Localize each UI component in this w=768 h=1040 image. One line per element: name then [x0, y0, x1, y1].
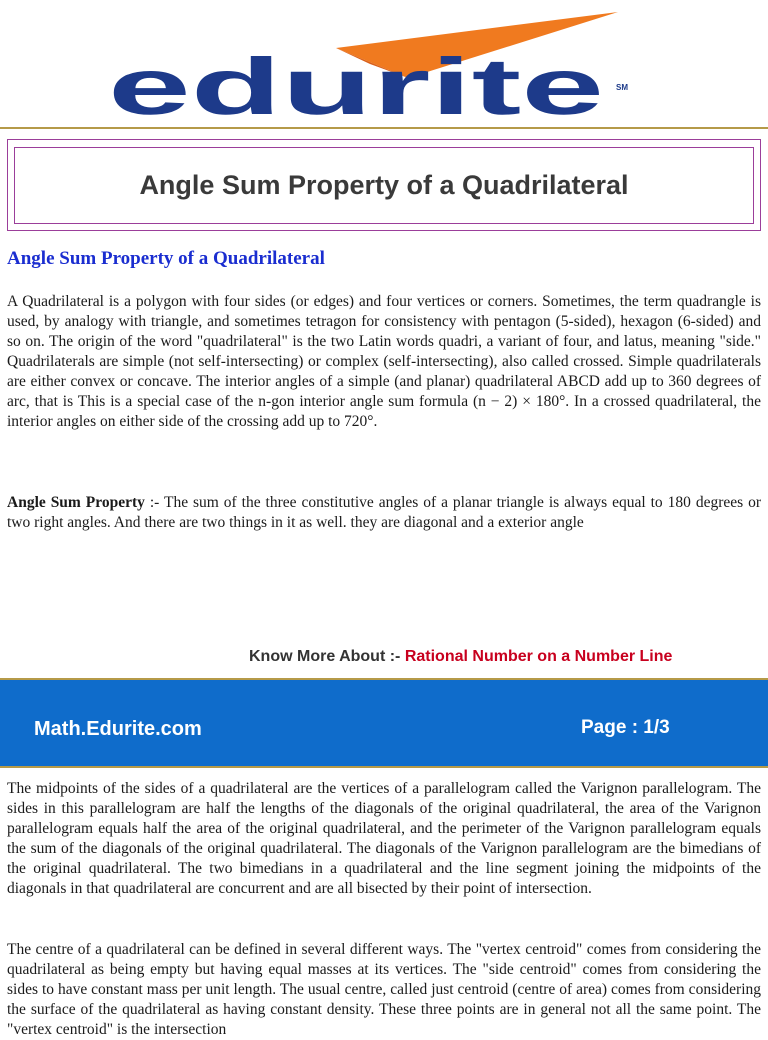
know-more-label: Know More About :- [249, 648, 405, 665]
page-number: Page : 1/3 [581, 717, 670, 738]
varignon-paragraph: The midpoints of the sides of a quadrilateral are the vertices of a parallelogram called the Varignon parallelogram. The sides in this parallelogram are half the lengths of the diagonals of the original quadrilateral, the area of the Varignon parallelogram equals half the area of the original quadrilateral, and the perimeter of the Varignon parallelogram equals the sum of the diagonals of the original quadrilateral. The diagonals of the Varignon parallelogram are the bimedians of the original quadrilateral. The two bimedians in a quadrilateral and the line segment joining the midpoints of the diagonals in that quadrilateral are concurrent and are all bisected by their point of intersection. [7, 780, 761, 897]
header-divider [0, 127, 768, 129]
logo-graphic [108, 6, 646, 124]
page-title: Angle Sum Property of a Quadrilateral [139, 170, 629, 200]
logo-wordmark: edurite [108, 42, 604, 124]
know-more-link[interactable]: Rational Number on a Number Line [404, 648, 673, 665]
title-frame [7, 139, 761, 231]
know-more-line [249, 648, 672, 666]
logo-trademark: SM [616, 83, 628, 92]
property-text: :- The sum of the three constitutive angles of a planar triangle is always equal to 180 degrees or two right angles. And there are two things in it as well. they are diagonal and a exterior angle [7, 494, 761, 531]
edurite-logo[interactable] [108, 6, 646, 124]
property-paragraph [7, 493, 761, 533]
property-label: Angle Sum Property [7, 494, 145, 511]
title-frame-inner [14, 147, 754, 224]
centre-paragraph: The centre of a quadrilateral can be defined in several different ways. The "vertex centroid" comes from considering the quadrilateral as being empty but having equal masses at its vertices. The "side centroid" comes from considering the sides to have constant mass per unit length. The usual centre, called just centroid (centre of area) comes from considering the surface of the quadrilateral as having constant density. These three points are in general not all the same point. The "vertex centroid" is the intersection [7, 941, 761, 1038]
site-name[interactable]: Math.Edurite.com [34, 718, 202, 740]
intro-paragraph: A Quadrilateral is a polygon with four sides (or edges) and four vertices or corners. Sometimes, the term quadrangle is used, by analogy with triangle, and sometimes tetragon for consistency with pentagon (5-sided), hexagon (6-sided) and so on. The origin of the word "quadrilateral" is the two Latin words quadri, a variant of four, and latus, meaning "side." Quadrilaterals are simple (not self-intersecting) or complex (self-intersecting), also called crossed. Simple quadrilaterals are either convex or concave. The interior angles of a simple (and planar) quadrilateral ABCD add up to 360 degrees of arc, that is This is a special case of the n-gon interior angle sum formula (n − 2) × 180°. In a crossed quadrilateral, the interior angles on either side of the crossing add up to 720°. [7, 293, 761, 430]
section-heading: Angle Sum Property of a Quadrilateral [7, 248, 325, 269]
